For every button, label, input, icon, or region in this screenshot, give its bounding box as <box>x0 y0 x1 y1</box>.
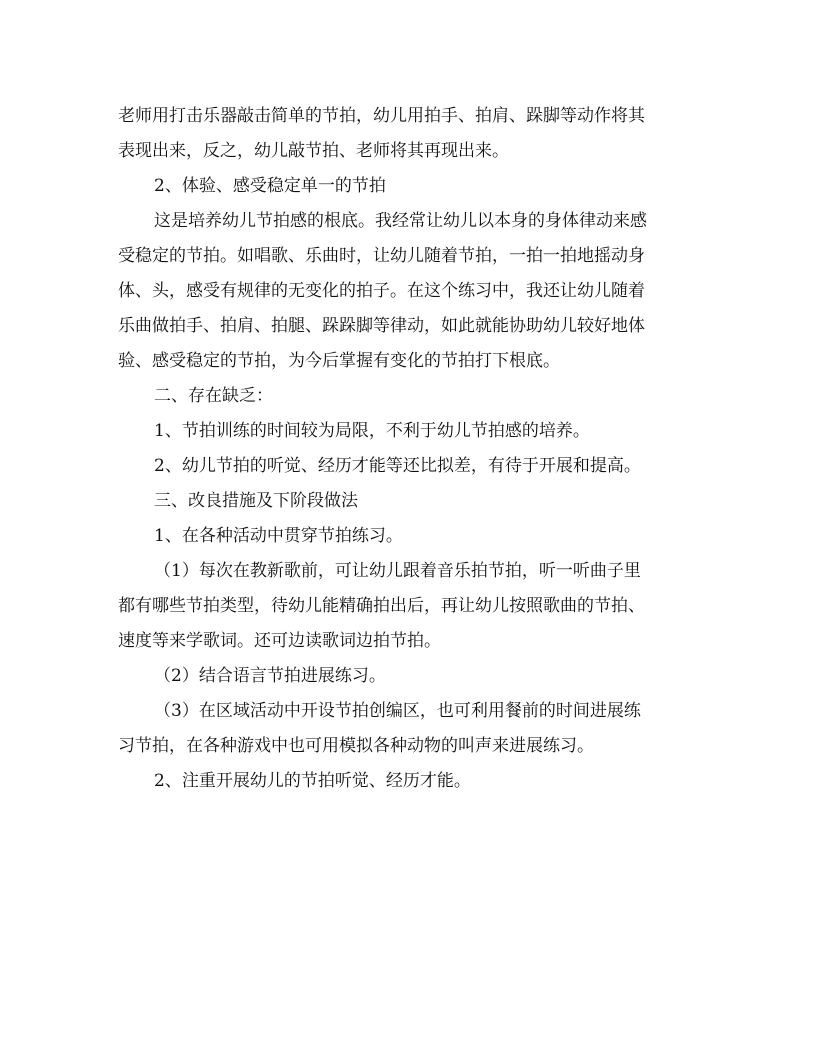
text-line: （2）结合语言节拍进展练习。 <box>154 666 386 686</box>
text-line: 体、头，感受有规律的无变化的拍子。在这个练习中，我还让幼儿随着 <box>118 281 645 301</box>
text-line: 1、在各种活动中贯穿节拍练习。 <box>154 526 403 546</box>
text-line: 速度等来学歌词。还可边读歌词边拍节拍。 <box>118 631 441 651</box>
text-line: 这是培养幼儿节拍感的根底。我经常让幼儿以本身的身体律动来感 <box>154 211 647 231</box>
text-line: 1、节拍训练的时间较为局限，不利于幼儿节拍感的培养。 <box>154 421 590 441</box>
text-line: 2、体验、感受稳定单一的节拍 <box>154 176 386 196</box>
text-line: 习节拍，在各种游戏中也可用模拟各种动物的叫声来进展练习。 <box>118 736 594 756</box>
text-line: （3）在区域活动中开设节拍创编区，也可利用餐前的时间进展练 <box>154 701 641 721</box>
text-line: 2、幼儿节拍的听觉、经历才能等还比拟差，有待于开展和提高。 <box>154 456 641 476</box>
text-line: （1）每次在教新歌前，可让幼儿跟着音乐拍节拍，听一听曲子里 <box>154 561 641 581</box>
text-line: 老师用打击乐器敲击简单的节拍，幼儿用拍手、拍肩、跺脚等动作将其 <box>118 106 645 126</box>
text-line: 都有哪些节拍类型，待幼儿能精确拍出后，再让幼儿按照歌曲的节拍、 <box>118 596 645 616</box>
text-line: 二、存在缺乏： <box>154 386 273 406</box>
text-line: 验、感受稳定的节拍，为今后掌握有变化的节拍打下根底。 <box>118 351 560 371</box>
text-line: 受稳定的节拍。如唱歌、乐曲时，让幼儿随着节拍，一拍一拍地摇动身 <box>118 246 645 266</box>
text-line: 乐曲做拍手、拍肩、拍腿、跺跺脚等律动，如此就能协助幼儿较好地体 <box>118 316 645 336</box>
text-line: 三、改良措施及下阶段做法 <box>154 491 358 511</box>
text-line: 2、注重开展幼儿的节拍听觉、经历才能。 <box>154 771 471 791</box>
document-body <box>118 99 718 799</box>
text-line: 表现出来，反之，幼儿敲节拍、老师将其再现出来。 <box>118 141 509 161</box>
